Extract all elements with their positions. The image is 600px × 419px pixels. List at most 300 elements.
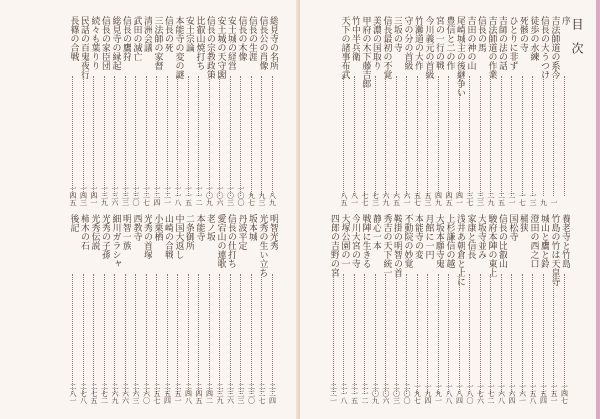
toc-entry [89,214,100,404]
toc-page-number: 一八八 [445,383,453,404]
toc-entry [329,214,340,404]
dot-leader [251,274,253,394]
toc-page-number: 一四五 [69,185,77,206]
toc-entry-title: 三法師の家督 [152,16,163,70]
dot-leader [272,76,274,196]
toc-page-number: 二六三 [132,383,140,404]
dot-leader [93,76,95,196]
toc-entry-title: 本能寺 [194,214,205,241]
page-edge-strip [596,0,600,419]
toc-entry [100,214,111,404]
toc-entry [350,16,361,206]
toc-page-number: 二〇三 [392,383,401,404]
dot-leader [167,274,169,394]
toc-page-number: 一四一 [90,185,98,206]
toc-page-number: 二一五 [350,383,359,404]
dot-leader [188,274,190,394]
dot-leader [272,274,274,394]
toc-entry [402,16,413,206]
dot-leader [354,274,356,394]
toc-entry-title: 家康と信長 [465,214,476,259]
toc-entry [194,16,205,206]
toc-entry [236,16,247,206]
toc-entry [163,16,174,206]
toc-entry-title: 鞍掛の明智の首 [392,214,402,277]
dot-leader [146,274,148,394]
toc-entry [455,214,466,404]
toc-page-number: 二〇〇 [403,383,411,404]
toc-entry-title: 信長の比叡山 [497,214,507,268]
dot-leader [501,76,503,196]
toc-page-number: 一七 [518,192,527,206]
toc-page-number: 六五 [392,192,401,206]
toc-entry-title: 序 [560,16,570,25]
toc-entry [173,214,184,404]
toc-page-number: 一八四 [455,383,464,404]
dot-leader [135,274,137,394]
toc-entry [455,16,466,206]
toc-entry [121,214,132,404]
dot-leader [375,76,377,196]
toc-page-number: 二一八 [340,383,348,404]
toc-page-number: 二四八 [184,383,193,404]
dot-leader [406,76,408,196]
toc-entry [68,16,79,206]
toc-entry-title: 柿木の石 [79,214,89,250]
toc-page-number: 一四七 [560,383,569,404]
toc-entry [173,16,184,206]
toc-entry [465,16,476,206]
toc-entry-title: 浅井あ朝倉と上に [455,214,465,286]
toc-page-number: 一九四 [424,383,432,404]
toc-entry-title: 光秀の子孫 [100,214,110,259]
toc-entry-title: 信長の家臣団 [100,16,110,70]
toc-page-number: 二七二 [100,383,109,404]
toc-entry [465,214,476,404]
toc-entry-title: 戦陣に生きる [360,214,371,268]
toc-page-number: 一一二 [195,185,203,206]
toc-entry-title: 坂本城 [247,214,257,241]
toc-page-number: 四九 [434,192,443,206]
toc-entry [268,16,279,206]
toc-entry-title: ひとりに非ず [507,16,518,70]
toc-entry [131,16,142,206]
toc-entry [518,214,529,404]
toc-entry-title: 本能寺の変の謎 [173,16,184,79]
toc-page-number: 一〇九 [205,185,214,206]
toc-entry-title: 続々も葉りり [89,16,100,70]
dot-leader [480,76,482,196]
toc-entry-title: 信長最初の不覚 [381,16,392,79]
toc-entry-title: 駿府本陣の東上 [486,214,497,277]
toc-entry [528,16,539,206]
dot-leader [522,274,524,394]
toc-page-number: 五三 [424,192,432,206]
dot-leader [114,76,116,196]
toc-page-number: 三七 [466,192,474,206]
toc-page-number: 一〇〇 [237,185,245,206]
toc-entry-title: 光秀の首塚 [142,214,152,259]
toc-entry-title: 明智光秀 [268,214,278,250]
toc-entry [434,16,445,206]
dot-leader [219,274,221,394]
toc-page-number: 一五一 [550,383,558,404]
toc-entry-title: 信長の死 [163,16,173,52]
dot-leader [156,76,158,196]
dot-leader [72,274,74,394]
toc-entry-title: 比叡山焼打ち [194,16,205,70]
toc-entry-title: 竹島の竹は天皇寺 [549,214,560,286]
dot-leader [104,274,106,394]
dot-leader [354,76,356,196]
dot-leader [511,274,513,394]
toc-entry [444,214,455,404]
toc-entry-title: 竹瀬道の大作 [413,16,423,70]
toc-entry [402,214,413,404]
toc-page-number: 二二七 [258,383,266,404]
dot-leader [532,274,534,394]
dot-leader [104,76,106,196]
toc-entry-title: 上杉謙信の越 [444,214,455,268]
toc-page-number: 二一二 [361,383,369,404]
dot-leader [438,76,440,196]
toc-entry-title: 徒歩の水練 [528,16,539,61]
toc-page-number: 一三六 [111,185,119,206]
toc-page-number: 一〇三 [226,185,235,206]
left-bottom-toc [8,214,278,404]
toc-page-number: 二六〇 [142,383,151,404]
toc-page-number: 九七 [247,192,256,206]
toc-entry [247,214,258,404]
toc-entry-title: 三坂の寺 [392,16,402,52]
toc-entry-title: 守の分の首級 [402,16,413,70]
dot-leader [522,76,524,196]
toc-entry [507,16,518,206]
toc-entry-title: 静心一本 [371,214,381,250]
left-top-toc [8,16,278,206]
toc-entry [247,16,258,206]
toc-entry [163,214,174,404]
toc-page-number: 一六四 [508,383,516,404]
toc-page-number: 一二七 [142,185,151,206]
toc-entry [236,214,247,404]
toc-entry [413,214,424,404]
right-page [300,0,600,419]
toc-entry-title: 老ノ坂 [205,214,215,241]
toc-page-number: 一五八 [529,383,537,404]
toc-page-number: 二〇六 [382,383,390,404]
dot-leader [364,76,366,196]
toc-entry-title: 不動院の妙覚 [402,214,413,268]
toc-entry [560,214,571,404]
toc-page-number: 三三 [476,192,485,206]
toc-page-number: 二九 [487,192,495,206]
dot-leader [209,76,211,196]
toc-entry-title: 尾崎城主の後継争い [455,16,465,97]
toc-page-number: 一六八 [497,383,506,404]
dot-leader [83,76,85,196]
toc-page-number: 四五 [445,192,453,206]
toc-entry-title: 秀吉の天下統一 [381,214,392,277]
toc-entry [184,214,195,404]
toc-page-number: 一九一 [434,383,443,404]
dot-leader [198,76,200,196]
dot-leader [72,76,74,196]
toc-page-number: 二五七 [153,383,161,404]
dot-leader [333,274,335,394]
toc-entry [215,16,226,206]
toc-entry [110,214,121,404]
toc-entry-title: 吉田の神の山 [465,16,476,70]
toc-entry-title: 四郎の吉野の宮 [329,214,339,277]
dot-leader [417,76,419,196]
toc-page-number: 二一 [508,192,516,206]
toc-entry-title: 総見寺の名所 [268,16,278,70]
dot-leader [251,76,253,196]
toc-entry-title: 信長の生涯 [247,16,257,61]
toc-entry [371,16,382,206]
dot-leader [343,274,345,394]
dot-leader [219,76,221,196]
dot-leader [501,274,503,394]
toc-page-number: 一一八 [174,185,182,206]
toc-entry [205,16,216,206]
toc-page-number: 六一 [403,192,411,206]
dot-leader [532,76,534,196]
dot-leader [83,274,85,394]
toc-entry-title: 丹波平定 [236,214,247,250]
toc-entry [392,16,403,206]
toc-page-number: 一八〇 [466,383,474,404]
toc-entry [110,16,121,206]
dot-leader [343,76,345,196]
right-bottom-toc [312,214,570,404]
toc-entry-title: 中国大返し [173,214,184,259]
dot-leader [448,76,450,196]
toc-entry-title: 竹中半兵衛 [350,16,360,61]
toc-entry-title: 澄田の西之口 [528,214,539,268]
dot-leader [125,76,127,196]
toc-page-number: 一三 [529,192,537,206]
toc-entry [549,16,560,206]
toc-entry-title: 信長の鷹狩 [121,16,131,61]
dot-leader [240,76,242,196]
toc-entry-title: 後記 [68,214,79,232]
toc-entry-title: 信長の仕打ち [226,214,236,268]
dot-leader [564,76,566,196]
toc-entry [476,214,487,404]
toc-entry-title: 総見寺の縁起 [110,16,121,70]
dot-leader [261,76,263,196]
dot-leader [553,274,555,394]
toc-entry [152,16,163,206]
toc-page-number: 九三 [258,192,266,206]
toc-entry [121,16,132,206]
toc-entry [360,16,371,206]
toc-entry-title: 養老寺と竹島 [560,214,570,268]
toc-entry-title: 死骸の寺 [518,16,528,52]
toc-page-number: 二七五 [90,383,98,404]
toc-entry-title: 愛宕山の連歌 [215,214,226,268]
toc-entry-title: 信長の木像 [236,16,247,61]
toc-entry [360,214,371,404]
toc-entry-title: 信長の大うつけ [539,16,549,79]
toc-entry-title: 信長の宗教政策 [205,16,215,79]
toc-page-number: 二三〇 [247,383,256,404]
toc-entry-title: 城山と鷹と鈴 [539,214,549,268]
dot-leader [167,76,169,196]
toc-page-number: 一五四 [539,383,548,404]
toc-entry-title: 大塚公園の一 [339,214,350,268]
toc-entry-title: 二条御所 [184,214,194,250]
toc-page-number: 二六六 [121,383,130,404]
toc-entry-title: 大坂本願寺鬼 [434,214,444,268]
toc-entry [226,16,237,206]
dot-leader [427,76,429,196]
dot-leader [385,274,387,394]
toc-entry [539,214,550,404]
dot-leader [543,274,545,394]
toc-entry [518,16,529,206]
dot-leader [406,274,408,394]
toc-entry-title: 清洲会議 [142,16,152,52]
toc-page-number: 二四五 [195,383,203,404]
toc-entry [152,214,163,404]
toc-entry-title: 小栗栖 [152,214,163,241]
toc-page-number: 五七 [413,192,422,206]
toc-page-number: 七七 [361,192,369,206]
toc-page-number: 一二一 [163,185,172,206]
dot-leader [459,274,461,394]
toc-entry [79,16,90,206]
toc-entry-title: 安土宗論 [184,16,194,52]
toc-entry-title: 信長の馬 [476,16,486,52]
toc-entry-title: 光秀の生い立ち [257,214,268,277]
toc-entry-title: 今川大宮の寺 [350,214,360,268]
toc-page-number: 一九七 [413,383,422,404]
toc-entry-title: 大坂寺並み [476,214,486,259]
toc-page-number: 一七二 [487,383,495,404]
toc-entry-title: 豊信と二の作 [444,16,455,70]
toc-entry [423,214,434,404]
dot-leader [448,274,450,394]
toc-entry [507,214,518,404]
toc-page-number: 九 [539,199,548,206]
toc-page-number: 八五 [340,192,348,206]
toc-entry-title: 吉師の法の話 [497,16,507,70]
toc-entry [194,214,205,404]
dot-leader [480,274,482,394]
toc-entry [257,16,268,206]
toc-page-number: 二六九 [111,383,119,404]
dot-leader [114,274,116,394]
toc-page-number: 二七八 [79,383,88,404]
toc-entry [549,214,560,404]
toc-page-number: 二五四 [163,383,172,404]
toc-page-number: 二五 [497,192,506,206]
toc-page-number: 一四三 [79,185,88,206]
toc-entry [486,16,497,206]
toc-entry [413,16,424,206]
dot-leader [511,76,513,196]
toc-entry-title: 今川義元の首級 [423,16,434,79]
toc-page-number: 七三 [371,192,380,206]
toc-entry [381,214,392,404]
dot-leader [188,76,190,196]
toc-entry-title: 本能寺の変 [413,214,423,259]
toc-entry-title: 安土城の天守閣 [215,16,226,79]
dot-leader [135,76,137,196]
toc-page-number: 一六一 [518,383,527,404]
toc-page-number: 四一 [455,192,464,206]
toc-entry-title: 細川ガラシャ [110,214,121,268]
toc-entry [392,214,403,404]
toc-entry-title: 月館に一円 [423,214,434,259]
toc-entry [371,214,382,404]
toc-page-number: 一三九 [100,185,109,206]
dot-leader [177,76,179,196]
toc-entry [339,16,350,206]
toc-entry [434,214,445,404]
dot-leader [385,76,387,196]
toc-entry-title: 桶狭 [518,214,528,232]
toc-entry [476,16,487,206]
toc-entry-title: 宮の一行の戦 [434,16,444,70]
toc-page-number: 一二四 [153,185,161,206]
toc-entry-title: 民話の百鬼夜行 [79,16,89,79]
toc-page-number: 一三三 [121,185,130,206]
toc-page-number: 二四二 [205,383,214,404]
toc-entry [89,16,100,206]
dot-leader [459,76,461,196]
dot-leader [490,274,492,394]
toc-entry [79,214,90,404]
dot-leader [364,274,366,394]
dot-leader [230,274,232,394]
dot-leader [125,274,127,394]
dot-leader [564,274,566,394]
toc-page-number: 二〇九 [371,383,380,404]
dot-leader [438,274,440,394]
dot-leader [396,274,398,394]
toc-entry-title: 甲府の木下藤吉郎 [360,16,371,88]
dot-leader [427,274,429,394]
toc-entry [68,214,79,404]
toc-page-number: 一〇六 [216,185,224,206]
dot-leader [261,274,263,394]
toc-entry [257,214,268,404]
right-top-toc [312,16,570,206]
toc-entry [497,16,508,206]
toc-page-number: 二八一 [69,383,77,404]
toc-heading: 目次 [570,18,584,66]
toc-page-number: 二五一 [174,383,182,404]
toc-entry-title: 美濃の国取り [371,16,381,70]
toc-entry [539,16,550,206]
toc-page-number: 二二一 [329,383,338,404]
toc-page-number: 一 [550,199,558,206]
toc-entry [381,16,392,206]
dot-leader [240,274,242,394]
toc-entry-title: 信長公の肖像 [257,16,268,70]
toc-page-number: 一三〇 [132,185,140,206]
dot-leader [469,76,471,196]
toc-page-number: 二三三 [237,383,245,404]
toc-entry-title: 長篠の合戦 [68,16,79,61]
toc-page-number: 一七六 [476,383,485,404]
dot-leader [156,274,158,394]
dot-leader [93,274,95,394]
